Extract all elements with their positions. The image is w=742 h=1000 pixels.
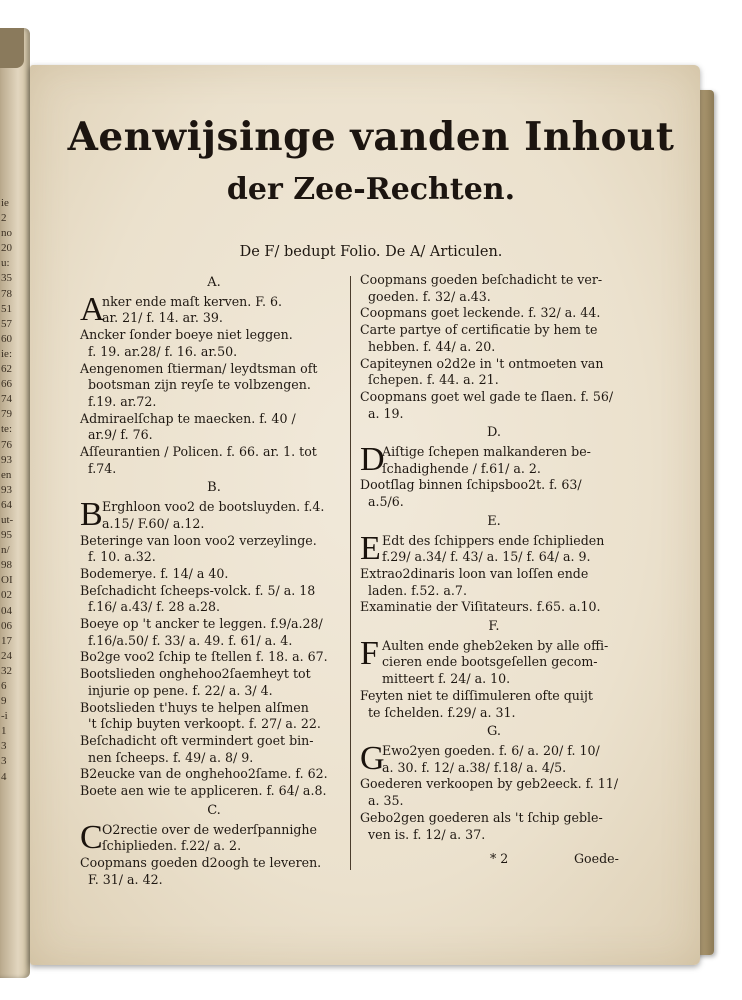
drop-cap: E (360, 529, 381, 567)
margin-fragment: 79 (1, 408, 12, 421)
margin-fragment: ut- (1, 513, 14, 526)
index-entry (80, 855, 348, 888)
margin-fragment: en (1, 468, 12, 481)
entry-line: Ewo2yen goeden. f. 6/ a. 20/ f. 10/ (382, 742, 600, 758)
index-entry (360, 688, 628, 721)
entry-line: Carte partye of certificatie by hem te (360, 322, 598, 338)
margin-fragment: 51 (1, 302, 12, 315)
entry-line: Admiraelſchap te maecken. f. 40 / (80, 410, 296, 426)
entry-line: laden. f.52. a.7. (368, 582, 467, 598)
entry-line: f. 19. ar.28/ f. 16. ar.50. (88, 343, 238, 359)
margin-fragment: 74 (1, 393, 12, 406)
index-entry (360, 272, 628, 305)
entry-line: f.16/ a.43/ f. 28 a.28. (88, 599, 221, 615)
entry-line: Aulten ende gheb2eken by alle offi- (382, 637, 609, 653)
margin-fragment: u: (1, 257, 10, 270)
entry-line: Beſchadicht oft vermindert goet bin- (80, 732, 314, 748)
entry-line: Goederen verkoopen by geb2eeck. f. 11/ (360, 776, 619, 792)
entry-line: ar.9/ f. 76. (88, 427, 153, 443)
margin-fragment: ie: (1, 347, 12, 360)
index-entry (80, 533, 348, 566)
margin-fragment: -i (1, 710, 8, 723)
section-letter: A. (207, 275, 221, 290)
index-entry (80, 411, 348, 444)
section-letter: D. (486, 425, 502, 441)
previous-page-margin-text (0, 196, 30, 785)
entry-line: Aengenomen ſtierman/ leydtsman oft (80, 360, 318, 376)
index-entry (80, 700, 348, 733)
index-entry-initial (80, 290, 348, 328)
entry-line: F. 31/ a. 42. (88, 871, 163, 887)
margin-fragment: 3 (1, 740, 7, 753)
entry-line: Aiſtige ſchepen malkanderen be- (382, 444, 591, 460)
drop-cap: B (80, 496, 103, 534)
entry-line: nker ende maſt kerven. F. 6. (102, 293, 283, 309)
margin-fragment: 95 (1, 529, 12, 542)
drop-cap: F (360, 634, 379, 672)
catchword: Goede- (574, 851, 619, 866)
entry-line: Beſchadicht ſcheeps-volck. f. 5/ a. 18 (80, 582, 316, 598)
margin-fragment: ie (1, 197, 9, 209)
index-entry-initial (360, 739, 628, 777)
drop-cap: G (360, 739, 385, 777)
margin-fragment: n/ (1, 544, 10, 557)
margin-fragment: 93 (1, 483, 12, 496)
index-entry (80, 566, 348, 583)
margin-fragment: 24 (1, 649, 12, 662)
entry-line: bootsman zijn reyſe te volbzengen. (88, 377, 311, 393)
index-entry (80, 583, 348, 616)
drop-cap: A (80, 290, 105, 328)
index-column-right (360, 272, 628, 843)
entry-line: Aſſeurantien / Policen. f. 66. ar. 1. tot (80, 444, 317, 460)
entry-line: Coopmans goeden d2oogh te leveren. (80, 854, 322, 870)
margin-fragment: 1 (1, 725, 7, 738)
index-column-left (80, 272, 348, 888)
entry-line: Coopmans goet leckende. f. 32/ a. 44. (360, 305, 601, 321)
index-entry (360, 776, 628, 809)
entry-line: ſchadighende / f.61/ a. 2. (382, 460, 541, 476)
margin-fragment: 3 (1, 755, 7, 768)
margin-fragment: 64 (1, 498, 12, 511)
entry-line: f. 10. a.32. (88, 549, 156, 565)
index-entry (360, 477, 628, 510)
margin-fragment: 04 (1, 604, 12, 617)
entry-line: Bootslieden t'huys te helpen alſmen (80, 699, 309, 715)
entry-line: Coopmans goet wel gade te ſlaen. f. 56/ (360, 388, 614, 404)
margin-fragment: 20 (1, 242, 12, 255)
entry-line: Feyten niet te diſſimuleren ofte quijt (360, 687, 593, 703)
margin-fragment: 66 (1, 378, 12, 391)
entry-line: a. 19. (368, 405, 404, 421)
entry-line: ſchiplieden. f.22/ a. 2. (102, 838, 242, 854)
entry-line: nen ſcheeps. f. 49/ a. 8/ 9. (88, 749, 254, 765)
index-entry (80, 327, 348, 360)
margin-fragment: 2 (1, 212, 7, 225)
index-entry (360, 356, 628, 389)
entry-line: f.29/ a.34/ f. 43/ a. 15/ f. 64/ a. 9. (382, 549, 591, 565)
index-entry (80, 666, 348, 699)
entry-line: te ſchelden. f.29/ a. 31. (368, 704, 516, 720)
section-letter: G. (486, 724, 502, 740)
abbreviation-legend: De F/ bedupt Folio. De A/ Articulen. (239, 244, 503, 260)
entry-line: Capiteynen o2d2e in 't ontmoeten van (360, 355, 604, 371)
entry-line: a. 35. (368, 793, 404, 809)
index-entry (360, 599, 628, 616)
margin-fragment: OI (1, 574, 13, 587)
margin-fragment: 06 (1, 619, 12, 632)
margin-fragment: te: (1, 423, 12, 436)
entry-line: mitteert f. 24/ a. 10. (382, 671, 511, 687)
entry-line: hebben. f. 44/ a. 20. (368, 338, 496, 354)
entry-line: f.74. (88, 460, 117, 476)
section-letter: C. (207, 802, 221, 818)
margin-fragment: 6 (1, 680, 7, 692)
margin-fragment: 78 (1, 287, 12, 300)
entry-line: Bo2ge voo2 ſchip te ſtellen f. 18. a. 67. (80, 649, 328, 665)
entry-line: Bodemerye. f. 14/ a 40. (80, 565, 229, 581)
margin-fragment: 35 (1, 272, 12, 285)
margin-fragment: 4 (1, 770, 7, 783)
entry-line: Gebo2gen goederen als 't ſchip geble- (360, 809, 603, 825)
entry-line: Extrao2dinaris loon van loſſen ende (360, 565, 589, 581)
margin-fragment: 32 (1, 664, 12, 677)
margin-fragment: 57 (1, 317, 12, 330)
entry-line: Beteringe van loon voo2 verzeylinge. (80, 532, 317, 548)
entry-line: O2rectie over de wederſpannighe (102, 821, 317, 837)
index-entry-initial (360, 529, 628, 567)
previous-page-edge (0, 28, 30, 978)
entry-line: ſchepen. f. 44. a. 21. (368, 372, 499, 388)
entry-line: goeden. f. 32/ a.43. (368, 288, 491, 304)
margin-fragment: 62 (1, 363, 12, 376)
index-entry (80, 766, 348, 783)
entry-line: 't ſchip buyten verkoopt. f. 27/ a. 22. (88, 716, 321, 732)
margin-fragment: 02 (1, 589, 12, 602)
column-divider (350, 276, 351, 870)
entry-line: Dootſlag binnen ſchipsboo2t. f. 63/ (360, 477, 582, 493)
margin-fragment: no (1, 227, 12, 240)
index-entry (80, 733, 348, 766)
entry-line: ar. 21/ f. 14. ar. 39. (102, 310, 223, 326)
entry-line: Coopmans goeden beſchadicht te ver- (360, 272, 603, 287)
entry-line: a.5/6. (368, 494, 404, 510)
index-entry (80, 783, 348, 800)
section-letter: F. (488, 619, 500, 635)
entry-line: Bootslieden onghehoo2ſaemheyt tot (80, 666, 311, 682)
margin-fragment: 17 (1, 634, 12, 647)
entry-line: cieren ende bootsgeſellen gecom- (382, 654, 598, 670)
entry-line: Erghloon voo2 de bootsluyden. f.4. (102, 499, 325, 515)
drop-cap: C (80, 818, 103, 856)
section-letter: B. (207, 480, 221, 496)
margin-fragment: 60 (1, 332, 12, 345)
margin-fragment: 9 (1, 695, 7, 708)
index-entry (360, 389, 628, 422)
entry-line: f.19. ar.72. (88, 393, 157, 409)
page-title: Aenwijsinge vanden Inhout (67, 114, 675, 160)
page-subtitle: der Zee-Rechten. (226, 172, 516, 207)
entry-line: Edt des ſchippers ende ſchiplieden (382, 532, 605, 548)
entry-line: Boeye op 't ancker te leggen. f.9/a.28/ (80, 616, 323, 632)
index-entry (360, 566, 628, 599)
signature-mark: * 2 (490, 851, 509, 866)
index-entry (80, 649, 348, 666)
entry-line: Ancker ſonder boeye niet leggen. (80, 327, 293, 343)
margin-fragment: 98 (1, 559, 12, 572)
index-entry (360, 322, 628, 355)
entry-line: Boete aen wie te appliceren. f. 64/ a.8. (80, 783, 327, 799)
index-entry (80, 361, 348, 411)
index-entry (80, 444, 348, 477)
index-entry-initial (80, 818, 348, 856)
margin-fragment: 93 (1, 453, 12, 466)
entry-line: a.15/ F.60/ a.12. (102, 515, 205, 531)
entry-line: ven is. f. 12/ a. 37. (368, 826, 486, 842)
entry-line: B2eucke van de onghehoo2ſame. f. 62. (80, 766, 328, 782)
index-entry-initial (80, 496, 348, 534)
binding-spine (0, 28, 24, 68)
margin-fragment: 76 (1, 438, 12, 451)
index-entry-initial (360, 441, 628, 479)
index-entry-initial (360, 634, 628, 688)
index-entry (80, 616, 348, 649)
index-entry (360, 810, 628, 843)
entry-line: f.16/a.50/ f. 33/ a. 49. f. 61/ a. 4. (88, 632, 293, 648)
entry-line: injurie op pene. f. 22/ a. 3/ 4. (88, 682, 273, 698)
entry-line: Examinatie der Viſitateurs. f.65. a.10. (360, 599, 601, 615)
drop-cap: D (360, 441, 385, 479)
section-letter: E. (487, 513, 501, 529)
index-entry (360, 305, 628, 322)
entry-line: a. 30. f. 12/ a.38/ f.18/ a. 4/5. (382, 759, 567, 775)
